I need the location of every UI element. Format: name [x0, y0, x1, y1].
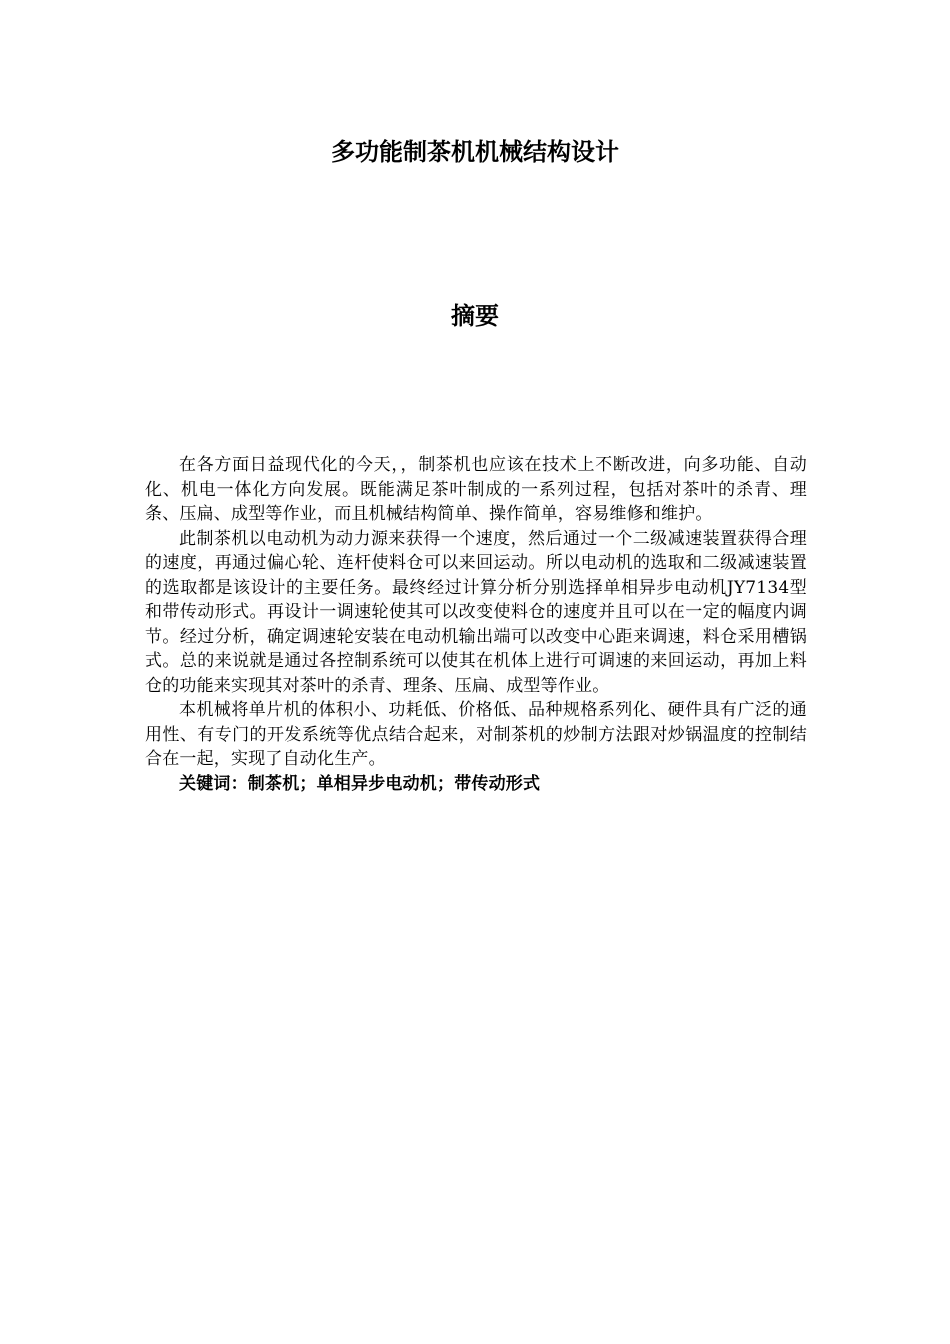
abstract-heading: 摘要	[451, 302, 499, 330]
keywords-line: 关键词：制茶机；单相异步电动机；带传动形式	[179, 773, 541, 794]
document-title: 多功能制茶机机械结构设计	[331, 138, 619, 166]
abstract-paragraph-2: 此制茶机以电动机为动力源来获得一个速度，然后通过一个二级减速装置获得合理的速度，再通过偏心轮、连杆使料仓可以来回运动。所以电动机的选取和二级减速装置的选取都是该设计的主要任务。最终经过计算分析分别选择单相异步电动机JY7134型和带传动形式。再设计一调速轮使其可以改变使料仓的速度并且可以在一定的幅度内调节。经过分析，确定调速轮安装在电动机输出端可以改变中心距来调速，料仓采用槽锅式。总的来说就是通过各控制系统可以使其在机体上进行可调速的来回运动，再加上料仓的功能来实现其对茶叶的杀青、理条、压扁、成型等作业。	[145, 528, 807, 696]
abstract-paragraph-3: 本机械将单片机的体积小、功耗低、价格低、品种规格系列化、硬件具有广泛的通用性、有专门的开发系统等优点结合起来，对制茶机的炒制方法跟对炒锅温度的控制结合在一起，实现了自动化生产。	[145, 700, 807, 769]
abstract-body	[145, 453, 807, 796]
abstract-paragraph-1: 在各方面日益现代化的今天，，制茶机也应该在技术上不断改进，向多功能、自动化、机电一体化方向发展。既能满足茶叶制成的一系列过程，包括对茶叶的杀青、理条、压扁、成型等作业，而且机械结构简单、操作简单，容易维修和维护。	[145, 455, 807, 524]
